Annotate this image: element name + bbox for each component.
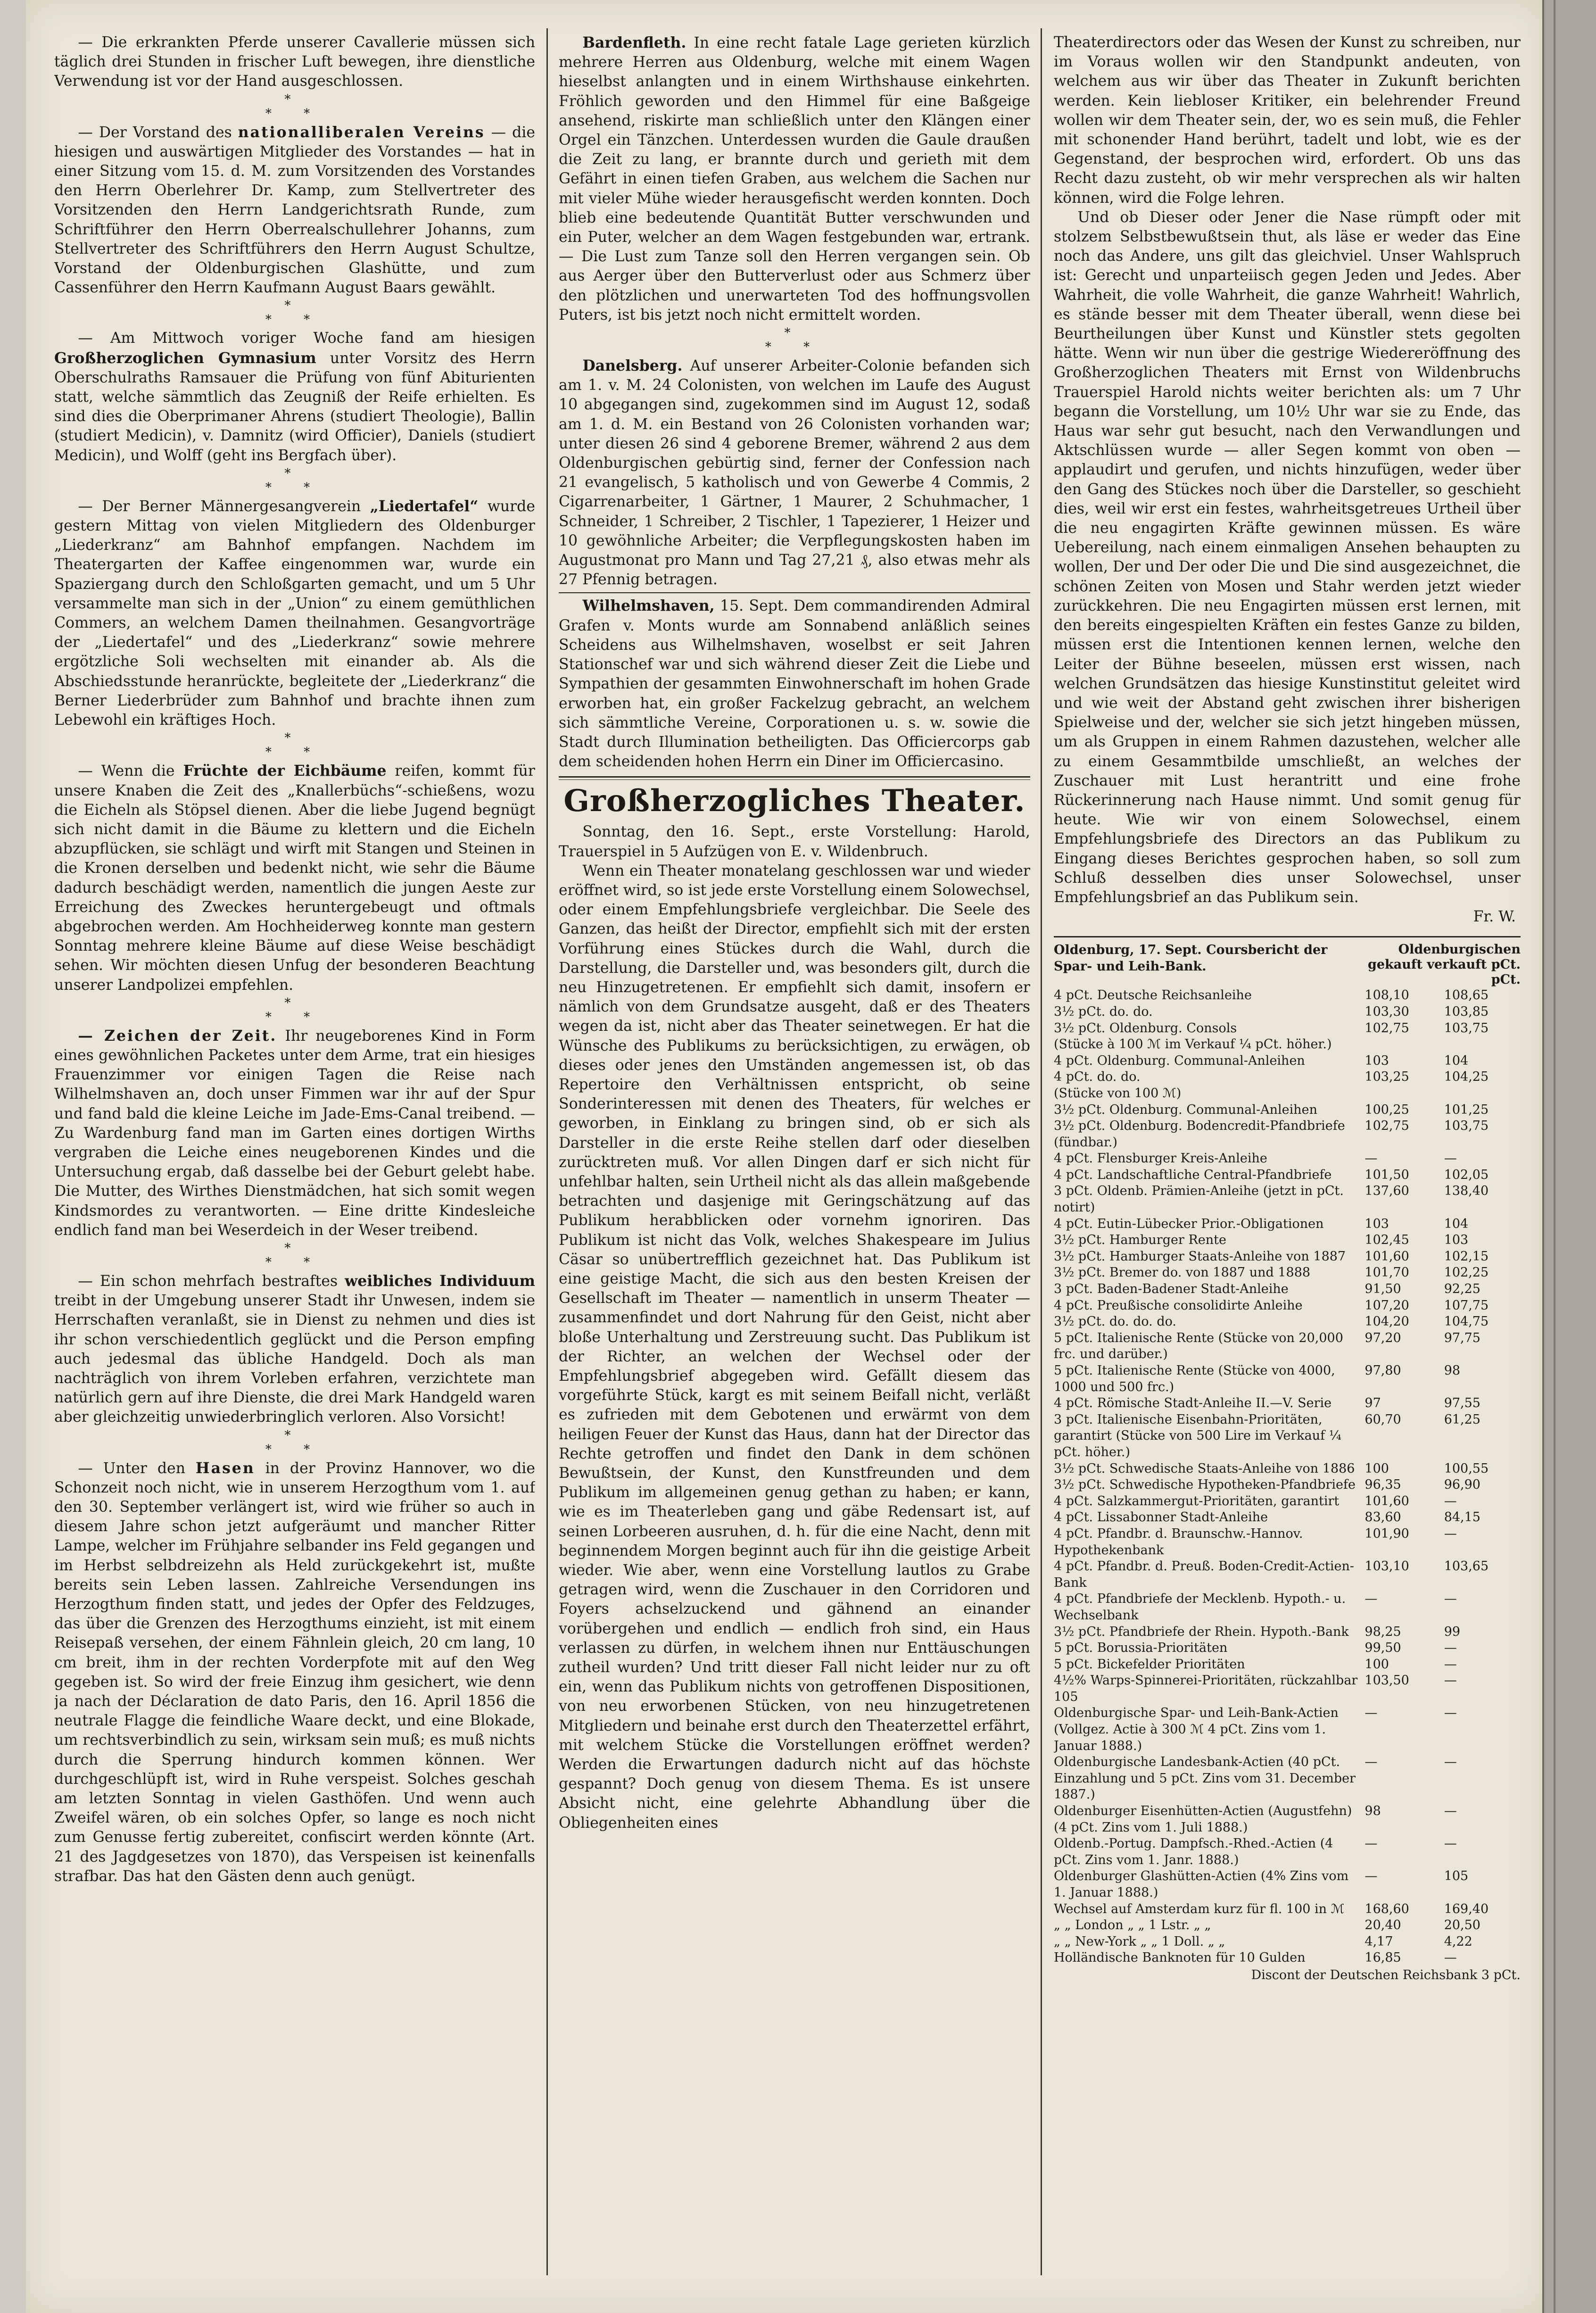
kurs-bid: 107,20 — [1364, 1298, 1409, 1313]
kurs-row — [1054, 1036, 1521, 1053]
kurs-bid: 101,60 — [1364, 1493, 1409, 1509]
kurs-ask: — — [1444, 1151, 1457, 1166]
kurs-ask: 98 — [1444, 1363, 1461, 1378]
kurs-security: 3½ pCt. do. do. — [1054, 1004, 1153, 1019]
kurs-ask: — — [1444, 1526, 1457, 1541]
kurs-bid: 168,60 — [1364, 1901, 1409, 1916]
kurs-row — [1054, 1934, 1521, 1950]
kurs-security: 4 pCt. Preußische consolidirte Anleihe — [1054, 1298, 1303, 1313]
kurs-security: 4 pCt. Flensburger Kreis-Anleihe — [1054, 1151, 1267, 1166]
kurs-row — [1054, 1232, 1521, 1249]
column-left — [54, 33, 535, 2289]
theater-review-part2: Theaterdirectors oder das Wesen der Kunst zu schreiben, nur im Voraus wollen wir den Standpunkt andeuten, von welchem aus wir über das Theater in Zukunft berichten werden. Kein liebloser Kritiker, ein belehrender Freund wollen wir dem Theater sein, der, wo es sein muß, die Fehler mit schonender Hand berührt, tadelt und lobt, wie es der Gegenstand, der besprochen wird, erfordert. Ob uns das Recht dazu zusteht, ob wir mehr versprechen als wir halten können, wird die Folge lehren. — [1054, 34, 1521, 207]
kurs-bid: 101,90 — [1364, 1526, 1409, 1541]
kurs-bid: 98 — [1364, 1804, 1381, 1819]
kursbericht-discount: Discont der Deutschen Reichsbank 3 pCt. — [1251, 1967, 1521, 1982]
kurs-ask: 169,40 — [1444, 1901, 1489, 1916]
kurs-security: Oldenburgische Landesbank-Actien (40 pCt. Einzahlung und 5 pCt. Zins vom 31. December 1887.) — [1054, 1755, 1356, 1802]
kurs-bid — [1362, 1086, 1441, 1102]
kursbericht-columns: Oldenburgischen gekauft verkauft pCt. pCt. — [1367, 942, 1521, 987]
separator-stars: * * * — [265, 92, 324, 121]
column-rule — [1041, 28, 1042, 2275]
kurs-security: 3 pCt. Oldenb. Prämien-Anleihe (jetzt in pCt. notirt) — [1054, 1184, 1344, 1215]
separator-stars: * * * — [265, 1428, 324, 1457]
kurs-bid: 60,70 — [1364, 1412, 1401, 1427]
kurs-bid: 137,60 — [1364, 1184, 1409, 1199]
kurs-security: 5 pCt. Italienische Rente (Stücke von 20,000 frc. und darüber.) — [1054, 1330, 1343, 1362]
news-hasen: — Unter den Hasen in der Provinz Hannover, wo die Schonzeit noch nicht, wie in unserem Herzogthum vom 1. auf den 30. September verlängert ist, wird wie früher so auch in diesem Jahre schon jetzt aufgeräumt und mancher Ritter Lampe, welcher im Frühjahre selbander ins Feld gegangen und im Herbst selbdreizehn als Held zurückgekehrt ist, mußte bereits sein Leben lassen. Zahlreiche Versendungen ins Herzogthum finden statt, und jedes der Opfer des Feldzuges, das über die Grenzen des Herzogthums einzieht, ist mit einem Reisepaß versehen, der einem Fähnlein gleich, 20 cm lang, 10 cm breit, ihm in der rechten Vorderpfote mit auf den Weg gegeben ist. So wird der freie Einzug ihm gesichert, wie denn ja nach der Déclaration de dato Paris, den 16. April 1856 die neutrale Flagge die feindliche Waare deckt, und eine Blokade, um rechtsverbindlich zu sein, wirksam sein muß; es muß nichts durch die Sperrung hindurch kommen können. Wer durchgeschlüpft ist, wird in Ruhe verspeist. Solches geschah am letzten Sonntag in vielen Gasthöfen. Und wenn auch Zweifel wären, ob ein solches Opfer, so lange es noch nicht zum Genusse fertig zubereitet, confiscirt werden könnte (Art. 21 des Jagdgesetzes von 1870), das Verspeisen ist keinenfalls strafbar. Das hat den Gästen denn auch genügt. — [54, 1459, 535, 1885]
kurs-row — [1054, 1216, 1521, 1233]
kurs-ask: 104 — [1444, 1216, 1469, 1231]
kurs-row — [1054, 1559, 1521, 1591]
kurs-bid: 100 — [1364, 1461, 1389, 1476]
kurs-bid: 97,20 — [1364, 1330, 1401, 1345]
kurs-security: Oldenb.-Portug. Dampfsch.-Rhed.-Actien (4 pCt. Zins vom 1. Janr. 1888.) — [1054, 1836, 1333, 1867]
kurs-row — [1054, 1836, 1521, 1868]
kurs-row — [1054, 1950, 1521, 1966]
kurs-bid: 91,50 — [1364, 1282, 1401, 1297]
kurs-row — [1054, 987, 1521, 1004]
kurs-security: 4 pCt. Deutsche Reichsanleihe — [1054, 988, 1252, 1003]
theater-subheading: Sonntag, den 16. Sept., erste Vorstellung: Harold, Trauerspiel in 5 Aufzügen von E. v. Wildenbruch. — [559, 823, 1030, 860]
kurs-bid: 98,25 — [1364, 1624, 1401, 1639]
kurs-bid: 4,17 — [1364, 1934, 1393, 1949]
kurs-security: Holländische Banknoten für 10 Gulden — [1054, 1950, 1306, 1965]
kursbericht-rows — [1054, 987, 1521, 1966]
kurs-row — [1054, 1624, 1521, 1641]
kurs-ask: — — [1444, 1493, 1457, 1509]
kurs-security: 3½ pCt. do. do. do. — [1054, 1314, 1176, 1329]
kurs-row — [1054, 1412, 1521, 1461]
kurs-bid: 16,85 — [1364, 1950, 1401, 1965]
kurs-ask — [1441, 1086, 1521, 1102]
review-signature: Fr. W. — [1473, 908, 1516, 926]
kurs-bid: 97 — [1364, 1396, 1381, 1411]
kurs-row — [1054, 1509, 1521, 1526]
kurs-row — [1054, 1020, 1521, 1037]
kurs-bid — [1362, 1036, 1441, 1053]
kurs-ask: 103,65 — [1444, 1559, 1489, 1574]
kurs-row — [1054, 1591, 1521, 1624]
news-eichbaeume: — Wenn die Früchte der Eichbäume reifen, kommt für unsere Knaben die Zeit des „Knallerbüchs“-schießens, wozu die Eicheln als Stöpsel dienen. Aber die liebe Jugend begnügt sich nicht damit in die Bäume zu klettern und die Eicheln abzupflücken, sie schlägt und wirft mit Stangen und Steinen in die Kronen derselben und bedenkt nicht, wie sehr die Bäume dadurch beschädigt werden, namentlich die jungen Aeste zur Erreichung des Zweckes heruntergebeugt und oftmals abgebrochen werden. Am Hochheiderweg konnte man gestern Sonntag mehrere kleine Bäume auf diese Weise beschädigt sehen. Wir möchten diesen Unfug der besonderen Beachtung unserer Landpolizei empfehlen. — [54, 762, 535, 994]
kurs-row — [1054, 1868, 1521, 1901]
kursbericht-title: Oldenburg, 17. Sept. Coursbericht der Spar- und Leih-Bank. — [1054, 943, 1328, 974]
kurs-row — [1054, 1754, 1521, 1803]
kurs-ask: — — [1444, 1592, 1457, 1607]
kurs-ask: 105 — [1444, 1869, 1469, 1884]
kurs-ask: 103,75 — [1444, 1020, 1489, 1036]
kurs-row — [1054, 1249, 1521, 1265]
kurs-row — [1054, 1477, 1521, 1493]
newspaper-page — [26, 0, 1544, 2313]
kurs-security: (Stücke à 100 ℳ im Verkauf ¼ pCt. höher.) — [1054, 1037, 1332, 1052]
kurs-ask: 97,55 — [1444, 1396, 1480, 1411]
kurs-security: 4 pCt. Salzkammergut-Prioritäten, garantirt — [1054, 1493, 1340, 1509]
kurs-row — [1054, 1151, 1521, 1167]
kurs-row — [1054, 1673, 1521, 1705]
kurs-bid: 101,50 — [1364, 1167, 1409, 1182]
kurs-ask: 101,25 — [1444, 1102, 1489, 1117]
kurs-ask: 138,40 — [1444, 1184, 1489, 1199]
kurs-row — [1054, 1183, 1521, 1216]
news-nationalliberal: — Der Vorstand des nationalliberalen Vereins — die hiesigen und auswärtigen Mitglieder des Vorstandes — hat in einer Sitzung vom 15. d. M. zum Vorsitzenden des Vorstandes den Herrn Oberlehrer Dr. Kamp, zum Stellvertreter des Vorsitzenden den Herrn Landgerichtsrath Runde, zum Schriftführer den Herrn Oberrealschullehrer Johanns, zum Stellvertreter des Schriftführers den Herrn August Schultze, Vorstand der Oldenburgischen Glashütte, und zum Cassenführer den Herrn Kaufmann August Baars gewählt. — [54, 123, 535, 297]
kurs-security: 4 pCt. do. do. — [1054, 1069, 1141, 1085]
kurs-security: Oldenburgische Spar- und Leih-Bank-Actien (Vollgez. Actie à 300 ℳ 4 pCt. Zins vom 1. Januar 1888.) — [1054, 1706, 1339, 1753]
kurs-bid: — — [1364, 1869, 1378, 1884]
kurs-bid: 100,25 — [1364, 1102, 1409, 1117]
kurs-row — [1054, 1004, 1521, 1020]
kurs-row — [1054, 1265, 1521, 1281]
kurs-row — [1054, 1069, 1521, 1086]
kurs-security: 4½% Warps-Spinnerei-Prioritäten, rückzahlbar 105 — [1054, 1673, 1358, 1704]
kurs-bid: 103,50 — [1364, 1673, 1409, 1688]
kurs-security: 3½ pCt. Schwedische Hypotheken-Pfandbriefe — [1054, 1477, 1356, 1492]
kurs-ask: 61,25 — [1444, 1412, 1480, 1427]
kurs-ask: 108,65 — [1444, 988, 1489, 1003]
kurs-bid: — — [1364, 1706, 1378, 1721]
kurs-ask: 103,85 — [1444, 1004, 1489, 1019]
kurs-bid: — — [1364, 1755, 1378, 1770]
kurs-security: 3½ pCt. Hamburger Staats-Anleihe von 1887 — [1054, 1249, 1346, 1264]
kurs-security: 4 pCt. Oldenburg. Communal-Anleihen — [1054, 1053, 1305, 1068]
kurs-bid: 96,35 — [1364, 1477, 1401, 1492]
kurs-ask: 104,25 — [1444, 1069, 1489, 1085]
kurs-ask: 102,05 — [1444, 1167, 1489, 1182]
kurs-bid: 100 — [1364, 1657, 1389, 1672]
news-zeichen-der-zeit: — Zeichen der Zeit. Ihr neugeborenes Kind in Form eines gewöhnlichen Packetes unter dem Arme, trat ein hiesiges Frauenzimmer vor einigen Tagen die Reise nach Wilhelmshaven an, doch unser Fimmen war ihr auf der Spur und fand bald die kleine Leiche im Jade-Ems-Canal treibend. — Zu Wardenburg fand man im Garten eines dortigen Wirths vergraben die Leiche eines neugeborenen Kindes und die Untersuchung ergab, daß dasselbe bei der Geburt gelebt habe. Die Mutter, des Wirthes Dienstmädchen, hat sich somit wegen Kindsmordes zu verantworten. — Eine dritte Kindesleiche endlich fand man bei Weserdeich in der Weser treibend. — [54, 1027, 535, 1239]
separator-stars: * * * — [265, 1241, 324, 1269]
kurs-bid: 102,75 — [1364, 1020, 1409, 1036]
kurs-row — [1054, 1167, 1521, 1184]
theater-heading: Großherzogliches Theater. — [563, 783, 1025, 819]
kurs-security: „ „ London „ „ 1 Lstr. „ „ — [1054, 1918, 1211, 1933]
kursbericht-table — [1054, 987, 1521, 1966]
kurs-row — [1054, 1118, 1521, 1151]
kurs-security: 4 pCt. Eutin-Lübecker Prior.-Obligationen — [1054, 1216, 1324, 1231]
kurs-ask: — — [1444, 1706, 1457, 1721]
kurs-row — [1054, 1526, 1521, 1559]
kurs-row — [1054, 1053, 1521, 1069]
kurs-ask: 100,55 — [1444, 1461, 1489, 1476]
kurs-security: 3½ pCt. Oldenburg. Communal-Anleihen — [1054, 1102, 1317, 1117]
kurs-bid: 83,60 — [1364, 1510, 1401, 1525]
news-individuum: — Ein schon mehrfach bestraftes weibliches Individuum treibt in der Umgebung unserer Stadt ihr Unwesen, indem sie Herrschaften veranlaßt, sie in Dienst zu nehmen und dies ist ihr schon verschiedentlich geglückt und die Person empfing auch jedesmal das übliche Handgeld. Doch als man nachträglich von ihrem Vorleben erfahren, verzichtete man natürlich gern auf ihre Dienste, die drei Mark Handgeld waren aber gleichzeitig unwiederbringlich verloren. Also Vorsicht! — [54, 1272, 535, 1426]
kurs-security: 3½ pCt. Bremer do. von 1887 und 1888 — [1054, 1265, 1311, 1280]
kursbericht-header — [1054, 942, 1521, 987]
kurs-ask: 97,75 — [1444, 1330, 1480, 1345]
kurs-ask: 96,90 — [1444, 1477, 1480, 1492]
kurs-security: Oldenburger Glashütten-Actien (4% Zins vom 1. Januar 1888.) — [1054, 1869, 1349, 1900]
kurs-ask: — — [1444, 1755, 1457, 1770]
kurs-security: 4 pCt. Römische Stadt-Anleihe II.—V. Serie — [1054, 1396, 1332, 1411]
kurs-security: 5 pCt. Bickefelder Prioritäten — [1054, 1657, 1245, 1672]
kurs-security: 3½ pCt. Schwedische Staats-Anleihe von 1886 — [1054, 1461, 1355, 1476]
kurs-row — [1054, 1640, 1521, 1657]
divider — [559, 592, 1030, 593]
separator-stars: * * * — [265, 995, 324, 1024]
kurs-bid: 102,45 — [1364, 1233, 1409, 1248]
kurs-ask: 92,25 — [1444, 1282, 1480, 1297]
theater-review-part3: Und ob Dieser oder Jener die Nase rümpft oder mit stolzem Selbstbewußtsein thut, als läse er weder das Eine noch das Andere, uns gilt das gleichviel. Unser Wahlspruch ist: Gerecht und unparteiisch gegen Jeden und Jedes. Aber Wahrheit, die volle Wahrheit, die ganze Wahrheit! Wahrlich, es stände besser mit dem Theater überall, wenn diese bei Beurtheilungen über Kunst und Künstler stets gegolten hätte. Wenn wir nun über die gestrige Wiedereröffnung des Großherzoglichen Theaters mit Ernst von Wildenbruchs Trauerspiel Harold nichts weiter berichten als: um 7 Uhr begann die Vorstellung, um 10½ Uhr war sie zu Ende, das Haus war sehr gut besucht, nach den Verwandlungen und Aktschlüssen wurde — aller Segen kommt von oben — applaudirt und gerufen, und nichts hinzufügen, weder über den Gang des Stückes noch über die Darsteller, so geschieht dies, weil wir erst ein festes, wahrheitsgetreues Urtheil über die neu engagirten Kräfte gewinnen müssen. Es wäre Uebereilung, nach einem einmaligen Ansehen behaupten zu wollen, Der und Der oder Die und Die sind ausgezeichnet, die schönen Zeiten von Mosen und Stahr werden jetzt wieder zurückkehren. Die neu Engagirten müssen erst lernen, mit den bereits eingespielten Kräften ein festes Ganze zu bilden, müssen erst die Intentionen kennen lernen, welche den Leiter der Bühne beseelen, müssen erst wissen, nach welchen Grundsätzen das hiesige Kunstinstitut geleitet wird und wie weit der Abstand geht zwischen ihrer bisherigen Spielweise und der, welcher sie sich jetzt hingeben müssen, um als Gruppen in einem Rahmen dazustehen, welcher alle zu einem Gesammtbilde umschließt, an welches der Zuschauer mit Lust herantritt und eine frohe Rückerinnerung nach Hause nimmt. Und somit genug für heute. Wie wir von einem Solowechsel, einem Empfehlungsbriefe des Directors an das Publikum zu Eingang dieses Berichtes gesprochen haben, so soll zum Schluß desselben dies unser Solowechsel, unser Empfehlungsbrief an das Publikum sein. — [1054, 208, 1521, 906]
kurs-bid: 104,20 — [1364, 1314, 1409, 1329]
kurs-ask: 103 — [1444, 1233, 1469, 1248]
kurs-security: Oldenburger Eisenhütten-Actien (Augustfehn) (4 pCt. Zins vom 1. Juli 1888.) — [1054, 1804, 1352, 1835]
kurs-security: 3 pCt. Baden-Badener Stadt-Anleihe — [1054, 1282, 1289, 1297]
kurs-security: 4 pCt. Pfandbriefe der Mecklenb. Hypoth.- u. Wechselbank — [1054, 1592, 1346, 1623]
kurs-ask: — — [1444, 1836, 1457, 1851]
kurs-row — [1054, 1314, 1521, 1330]
kurs-ask: 84,15 — [1444, 1510, 1480, 1525]
column-middle — [559, 33, 1030, 2289]
news-pferde: — Die erkrankten Pferde unserer Cavallerie müssen sich täglich drei Stunden in frischer Luft bewegen, ihre dienstliche Verwendung ist vor der Hand ausgeschlossen. — [54, 34, 535, 90]
kurs-row — [1054, 1395, 1521, 1412]
kurs-row — [1054, 1901, 1521, 1918]
kurs-bid: 99,50 — [1364, 1641, 1401, 1656]
kursbericht — [1054, 936, 1521, 1983]
kurs-row — [1054, 1102, 1521, 1119]
kurs-bid: — — [1364, 1592, 1378, 1607]
kurs-bid: 108,10 — [1364, 988, 1409, 1003]
kurs-ask: 104,75 — [1444, 1314, 1489, 1329]
news-wilhelmshaven: Wilhelmshaven, 15. Sept. Dem commandirenden Admiral Grafen v. Monts wurde am Sonnabend anläßlich seines Scheidens aus Wilhelmshaven, woselbst er seit Jahren Stationschef war und sich während dieser Zeit die Liebe und Sympathien der gesammten Einwohnerschaft im hohen Grade erworben hat, ein großer Fackelzug gebracht, an welchem sich sämmtliche Vereine, Corporationen u. s. w. sowie die Stadt durch Illumination betheiligten. Das Officiercorps gab dem scheidenden hohen Herrn ein Diner im Officiercasino. — [559, 597, 1030, 771]
news-danelsberg: Danelsberg. Auf unserer Arbeiter-Colonie befanden sich am 1. v. M. 24 Colonisten, von welchen im Laufe des August 10 abgegangen sind, zugekommen sind im August 12, sodaß am 1. d. M. ein Bestand von 26 Colonisten vorhanden war; unter diesen 26 sind 4 geborene Bremer, während 2 aus dem Oldenburgischen gebürtig sind, ferner der Confession nach 21 evangelisch, 5 katholisch und von Gewerbe 4 Commis, 2 Cigarrenarbeiter, 1 Gärtner, 1 Maurer, 2 Schuhmacher, 1 Schneider, 1 Schreiber, 2 Tischler, 1 Tapezierer, 1 Heizer und 10 gewöhnliche Arbeiter; die Verpflegungskosten haben im Augustmonat pro Mann und Tag 27,21 ₰, also etwas mehr als 27 Pfennig betragen. — [559, 357, 1030, 589]
kurs-bid: 101,60 — [1364, 1249, 1409, 1264]
kurs-security: (Stücke von 100 ℳ) — [1054, 1086, 1182, 1101]
kurs-row — [1054, 1657, 1521, 1673]
kurs-ask: 107,75 — [1444, 1298, 1489, 1313]
kurs-row — [1054, 1705, 1521, 1754]
kurs-security: 3½ pCt. Oldenburg. Bodencredit-Pfandbriefe (fündbar.) — [1054, 1119, 1345, 1150]
separator-stars: * * * — [265, 466, 324, 495]
kurs-ask: — — [1444, 1950, 1457, 1965]
kurs-ask: 102,15 — [1444, 1249, 1489, 1264]
kurs-security: 5 pCt. Borussia-Prioritäten — [1054, 1641, 1228, 1656]
kurs-security: 5 pCt. Italienische Rente (Stücke von 4000, 1000 und 500 frc.) — [1054, 1363, 1335, 1394]
kurs-ask: 102,25 — [1444, 1265, 1489, 1280]
kurs-security: 3½ pCt. Pfandbriefe der Rhein. Hypoth.-Bank — [1054, 1624, 1349, 1639]
kurs-security: 3½ pCt. Hamburger Rente — [1054, 1233, 1226, 1248]
kurs-row — [1054, 1803, 1521, 1836]
kurs-bid: 102,75 — [1364, 1119, 1409, 1134]
kurs-security: 4 pCt. Pfandbr. d. Preuß. Boden-Credit-Actien-Bank — [1054, 1559, 1355, 1590]
kurs-row — [1054, 1330, 1521, 1363]
kurs-ask: 104 — [1444, 1053, 1469, 1068]
kurs-security: 3½ pCt. Oldenburg. Consols — [1054, 1020, 1237, 1036]
column-right — [1054, 33, 1521, 2289]
kurs-bid: 97,80 — [1364, 1363, 1401, 1378]
separator-stars: * * * — [265, 298, 324, 327]
kurs-row — [1054, 1281, 1521, 1298]
kurs-bid: 103 — [1364, 1053, 1389, 1068]
news-gymnasium: — Am Mittwoch voriger Woche fand am hiesigen Großherzoglichen Gymnasium unter Vorsitz des Herrn Oberschulraths Ramsauer die Prüfung von fünf Abiturienten statt, welche sämmtlich das Zeugniß der Reife erhielten. Es sind dies die Oberprimaner Ahrens (studiert Theologie), Ballin (studiert Medicin), v. Damnitz (wird Officier), Daniels (studiert Medicin), und Wolff (geht ins Bergfach über). — [54, 330, 535, 464]
kurs-row — [1054, 1917, 1521, 1934]
kurs-row — [1054, 1493, 1521, 1510]
kurs-bid: 103,10 — [1364, 1559, 1409, 1574]
kurs-bid: 20,40 — [1364, 1918, 1401, 1933]
kurs-bid: 101,70 — [1364, 1265, 1409, 1280]
kurs-security: Wechsel auf Amsterdam kurz für fl. 100 in ℳ — [1054, 1901, 1345, 1916]
news-bardenfleth: Bardenfleth. In eine recht fatale Lage gerieten kürzlich mehrere Herren aus Oldenburg, welche mit einem Wagen hieselbst anlangten und in einem Wirthshause einkehrten. Fröhlich geworden und den Himmel für eine Baßgeige ansehend, riskirte man schließlich unter den Klängen einer Orgel ein Tänzchen. Unterdessen wurden die Gaule draußen die Zeit zu lang, er brannte durch und gerieth mit dem Gefährt in einen tiefen Graben, aus welchem die Sachen nur mit vieler Mühe wieder herausgefischt werden konnten. Doch blieb eine bedeutende Quantität Butter verschwunden und ein Puter, welcher an dem Wagen festgebunden war, ertrank. — Die Lust zum Tanze soll den Herren vergangen sein. Ob aus Aerger über den Butterverlust oder aus Schmerz über den plötzlichen und unerwarteten Tod des hoffnungsvollen Puters, ist bis jetzt noch nicht ermittelt worden. — [559, 34, 1030, 323]
kurs-ask — [1441, 1036, 1521, 1053]
kurs-bid: 103,25 — [1364, 1069, 1409, 1085]
kurs-bid: 103,30 — [1364, 1004, 1409, 1019]
news-liedertafel: — Der Berner Männergesangverein „Liedertafel“ wurde gestern Mittag von vielen Mitgliedern des Oldenburger „Liederkranz“ am Bahnhof empfangen. Nachdem im Theatergarten der Kaffee eingenommen war, wurde ein Spaziergang durch den Schloßgarten gemacht, und um 5 Uhr versammelte man sich in der „Union“ zu einem gemüthlichen Commers, an welchem Damen theilnahmen. Gesangvorträge der „Liedertafel“ und des „Liederkranz“ sowie mehrere ergötzliche Soli wechselten mit einander ab. Als die Abschiedsstunde heranrückte, begleitete der „Liederkranz“ die Berner Liederbrüder zum Bahnhof und brachte ihnen zum Lebewohl ein kräftiges Hoch. — [54, 497, 535, 729]
kurs-security: 3 pCt. Italienische Eisenbahn-Prioritäten, garantirt (Stücke von 500 Lire im Verkauf ¼ pCt. höher.) — [1054, 1412, 1341, 1459]
kurs-row — [1054, 1363, 1521, 1395]
kurs-row — [1054, 1086, 1521, 1102]
kurs-security: 4 pCt. Lissabonner Stadt-Anleihe — [1054, 1510, 1268, 1525]
kurs-ask: 99 — [1444, 1624, 1461, 1639]
kurs-security: 4 pCt. Pfandbr. d. Braunschw.-Hannov. Hypothekenbank — [1054, 1526, 1303, 1558]
kurs-bid: — — [1364, 1151, 1378, 1166]
column-rule — [546, 28, 548, 2275]
scan-edge — [1542, 0, 1596, 2313]
kurs-ask: — — [1444, 1641, 1457, 1656]
kurs-ask: — — [1444, 1804, 1457, 1819]
kurs-security: 4 pCt. Landschaftliche Central-Pfandbriefe — [1054, 1167, 1332, 1182]
kurs-row — [1054, 1298, 1521, 1314]
kurs-ask: 4,22 — [1444, 1934, 1472, 1949]
section-divider — [559, 776, 1030, 780]
kurs-ask: 20,50 — [1444, 1918, 1480, 1933]
kurs-ask: — — [1444, 1657, 1457, 1672]
separator-stars: * * * — [765, 326, 824, 355]
kurs-ask: — — [1444, 1673, 1457, 1688]
kurs-security: „ „ New-York „ „ 1 Doll. „ „ — [1054, 1934, 1225, 1949]
theater-review-part1: Wenn ein Theater monatelang geschlossen war und wieder eröffnet wird, so ist jede erste Vorstellung einem Solowechsel, oder einem Empfehlungsbriefe vergleichbar. Die Seele des Ganzen, das heißt der Director, empfiehlt sich mit der ersten Vorführung eines Stückes durch die Wahl, durch die Darstellung, die Darsteller und, was besonders gilt, durch die neu Hinzugetretenen. Er empfiehlt sich damit, insofern er nämlich von dem Grundsatze ausgeht, daß er des Theaters wegen da ist, nicht aber das Theater seinetwegen. Er hat die Wünsche des Publikums zu berücksichtigen, zu erwägen, ob dieses oder jenes den Umständen angemessen ist, ob das Repertoire den Verhältnissen entspricht, ob seine Sonderinteressen mit denen des Theaters, für welches er geworben, in Einklang zu bringen sind, ob er sich als Darsteller in die erste Reihe stellen darf oder dieselben zurücktreten muß. Vor allen Dingen darf er sich nicht für unfehlbar halten, sein Urtheil nicht als das allein maßgebende betrachten und dasjenige mit Geringschätzung auf das Publikum herabblicken oder vornehm ignoriren. Das Publikum ist nicht das Volk, welches Shakespeare im Julius Cäsar so unübertrefflich gezeichnet hat. Das Publikum ist eine geistige Macht, die sich aus den besten Kreisen der Gesellschaft im Theater — namentlich in unserm Theater — zusammenfindet und dort Nahrung für den Geist, nicht aber bloße Unterhaltung und Zerstreuung sucht. Das Publikum ist der Richter, an welchen der Wechsel oder der Empfehlungsbrief abgegeben wird. Gefällt diesem das vorgeführte Stück, kargt es mit seinem Beifall nicht, verläßt es zufrieden mit dem Gebotenen und erwärmt von dem heiligen Feuer der Kunst das Haus, dann hat der Director das Rechte getroffen und findet den Dank in dem schönen Bewußtsein, der Kunst, den Kunstfreunden und dem Publikum im allgemeinen genug gethan zu haben; er kann, wie es im Theaterleben gang und gäbe Redensart ist, auf seinen Lorbeeren ausruhen, d. h. für die eine Nacht, denn mit beginnendem Morgen beginnt auch für ihn die geistige Arbeit wieder. Wie aber, wenn eine Vorstellung lautlos zu Grabe getragen wird, wenn die Zuschauer in den Corridoren und Foyers achselzuckend und gähnend an einander vorübergehen und endlich — endlich froh sind, ein Haus verlassen zu dürfen, in welchem ihnen nur Enttäuschungen zutheil wurden? Und tritt dieser Fall nicht leider nur zu oft ein, wenn das Publikum nichts von getroffenen Dispositionen, von neu erworbenen Stücken, von neu hinzugetretenen Mitgliedern und beinahe erst durch den Theaterzettel erfährt, mit welchem Stücke die Vorstellungen eröffnet werden? Werden die Erwartungen dadurch nicht auf das höchste gespannt? Doch genug von diesem Thema. Es ist unsere Absicht nicht, eine gelehrte Abhandlung über die Obliegenheiten eines — [559, 862, 1030, 1832]
kurs-ask: 103,75 — [1444, 1119, 1489, 1134]
separator-stars: * * * — [265, 731, 324, 760]
kurs-bid: 103 — [1364, 1216, 1389, 1231]
kurs-row — [1054, 1461, 1521, 1477]
kurs-bid: — — [1364, 1836, 1378, 1851]
